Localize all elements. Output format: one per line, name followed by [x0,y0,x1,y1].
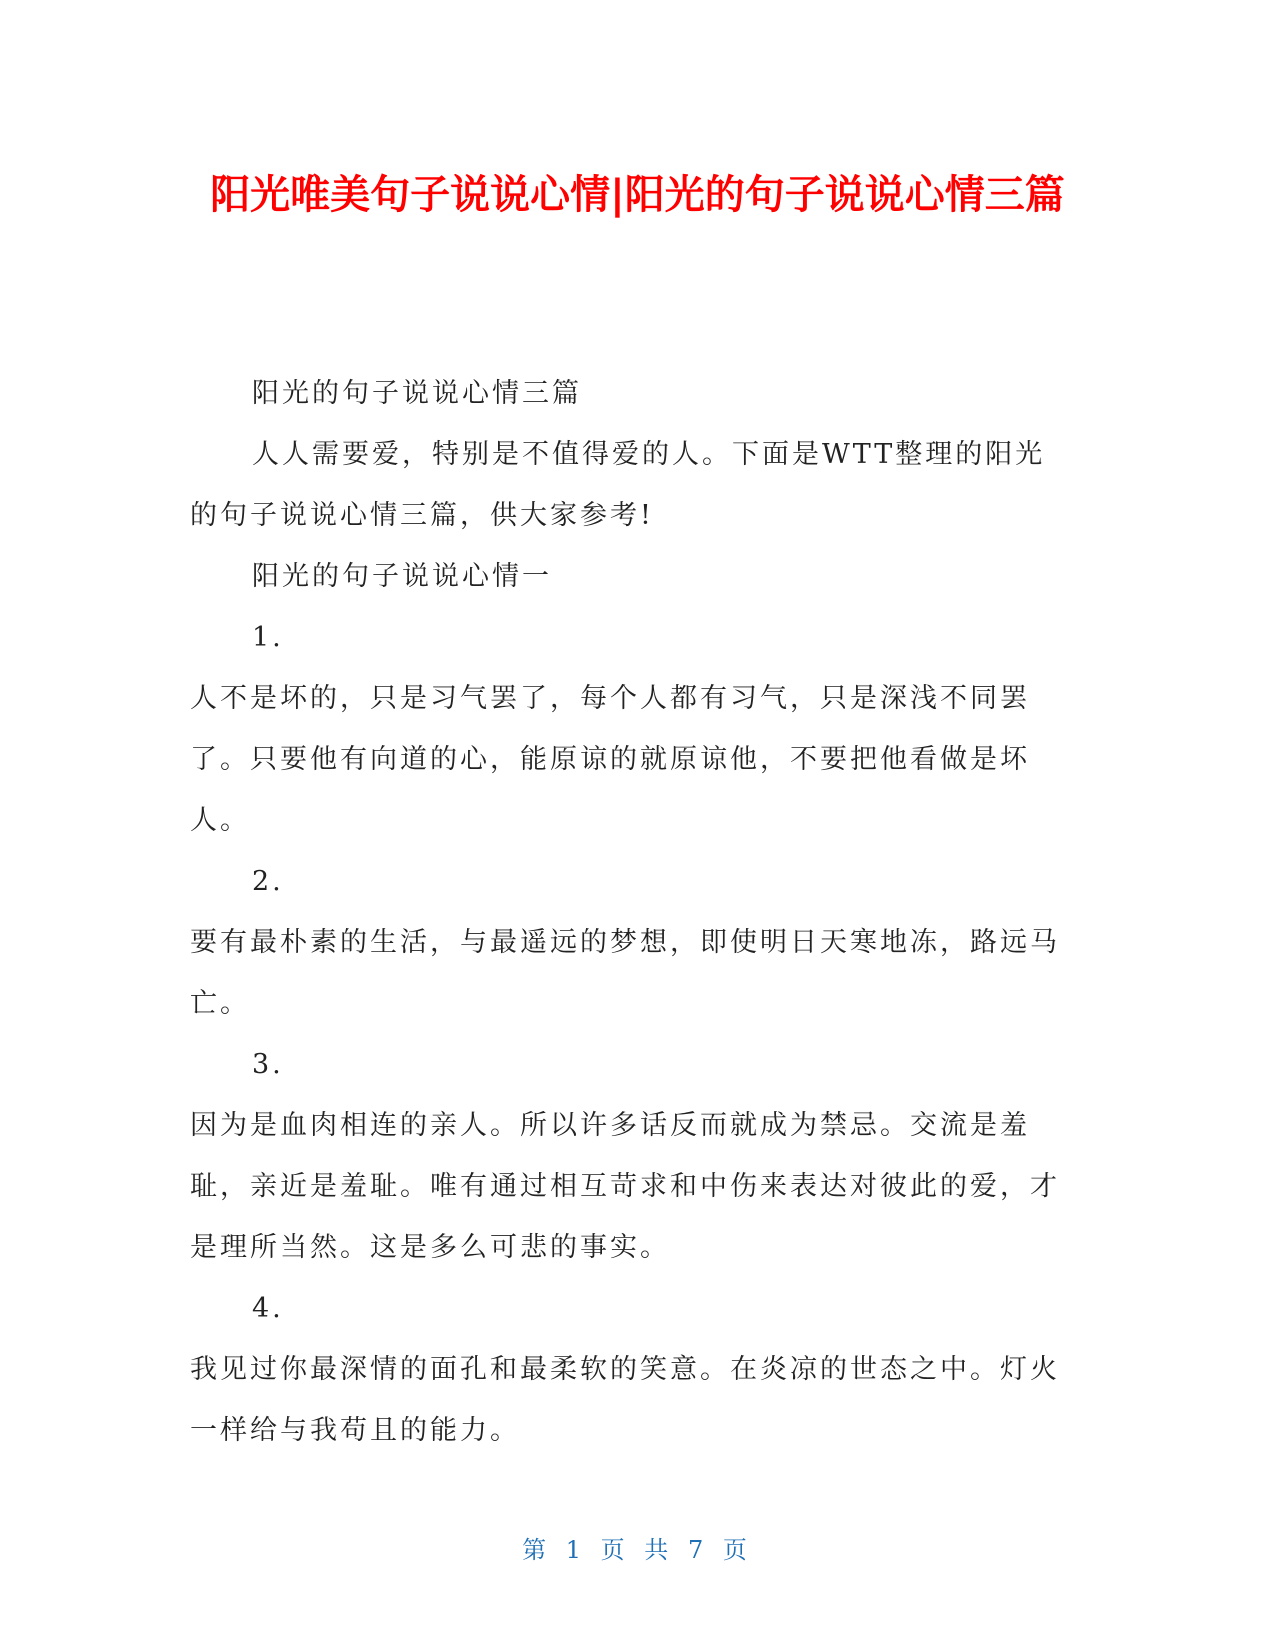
body-paragraph: 我见过你最深情的面孔和最柔软的笑意。在炎凉的世态之中。灯火一样给与我苟且的能力。 [190,1354,1060,1446]
body-paragraph: 1. [252,622,284,653]
page-number-footer: 第 1 页 共 7 页 [522,1536,753,1564]
document-body [190,363,1070,1461]
document-title: 阳光唯美句子说说心情|阳光的句子说说心情三篇 [210,172,1065,218]
body-paragraph: 阳光的句子说说心情一 [252,561,552,592]
body-paragraph: 2. [252,866,284,897]
body-paragraph: 人不是坏的，只是习气罢了，每个人都有习气，只是深浅不同罢了。只要他有向道的心，能原谅的就原谅他，不要把他看做是坏人。 [190,683,1030,836]
body-paragraph: 阳光的句子说说心情三篇 [252,378,582,409]
body-paragraph: 人人需要爱，特别是不值得爱的人。下面是WTT整理的阳光的句子说说心情三篇，供大家参考! [190,439,1046,531]
body-paragraph: 3. [252,1049,284,1080]
body-paragraph: 因为是血肉相连的亲人。所以许多话反而就成为禁忌。交流是羞耻，亲近是羞耻。唯有通过相互苛求和中伤来表达对彼此的爱，才是理所当然。这是多么可悲的事实。 [190,1110,1060,1263]
body-paragraph: 4. [252,1293,284,1324]
body-paragraph: 要有最朴素的生活，与最遥远的梦想，即使明日天寒地冻，路远马亡。 [190,927,1060,1019]
